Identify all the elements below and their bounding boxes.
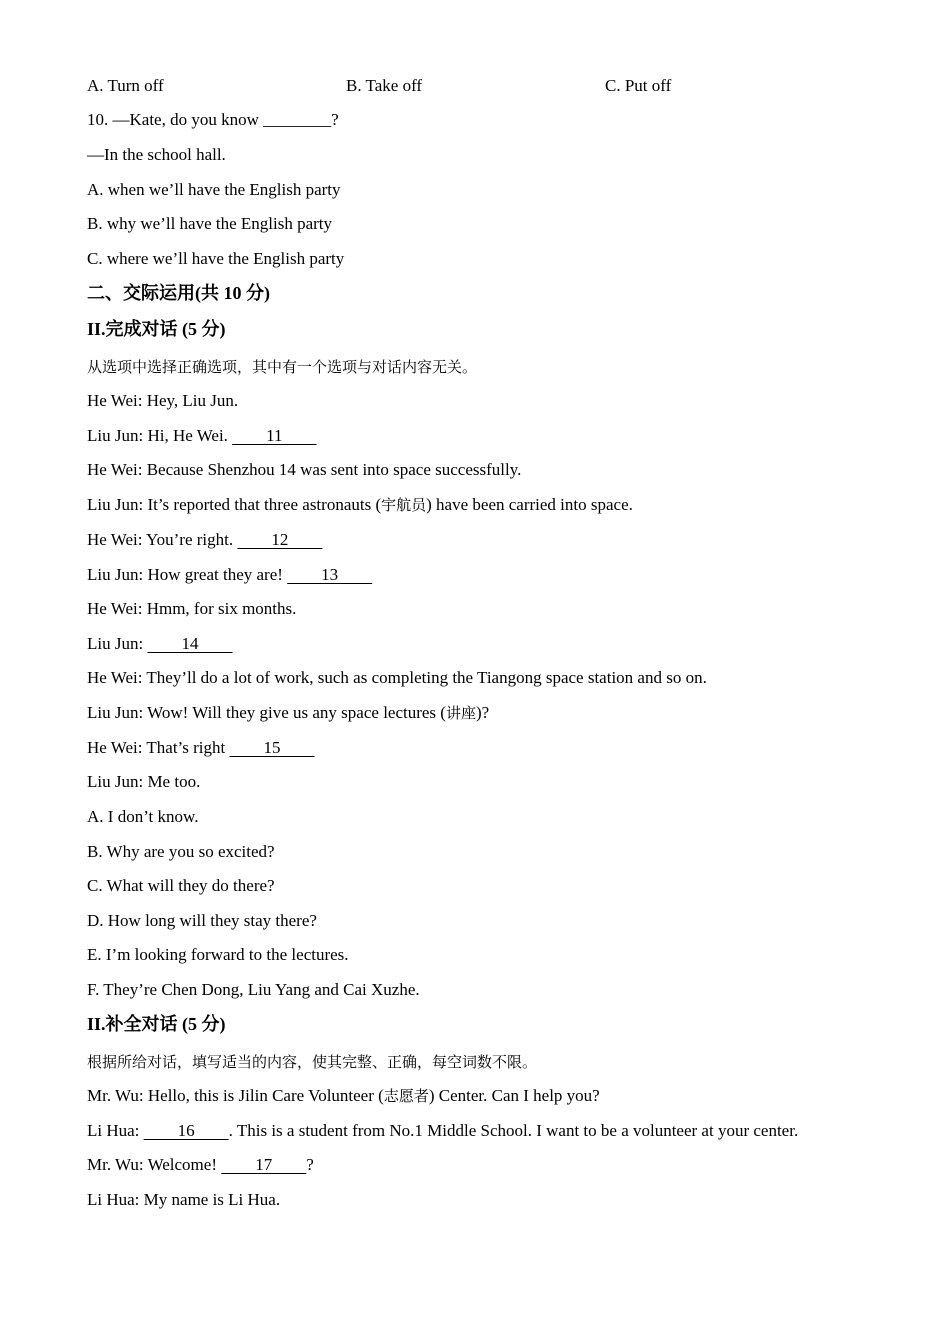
part-1-option-f: F. They’re Chen Dong, Liu Yang and Cai Xuzhe. <box>87 980 420 999</box>
dialogue-1-line-7: He Wei: Hmm, for six months. <box>87 599 297 618</box>
part-2-title: II.补全对话 (5 分) <box>87 1014 226 1034</box>
blank-11: 11 <box>232 426 317 445</box>
dialogue-2-line-4: Li Hua: My name is Li Hua. <box>87 1190 281 1209</box>
q10-option-a: A. when we’ll have the English party <box>87 180 341 199</box>
q9-option-b: B. Take off <box>346 76 423 95</box>
dialogue-1-line-10: Liu Jun: Wow! Will they give us any space lectures (讲座)? <box>87 703 490 722</box>
blank-17: 17 <box>221 1155 307 1174</box>
dialogue-2-line-3: Mr. Wu: Welcome! 17 ? <box>87 1155 314 1174</box>
q10-option-c: C. where we’ll have the English party <box>87 249 345 268</box>
part-1-option-a: A. I don’t know. <box>87 807 199 826</box>
q10-answer-line: —In the school hall. <box>87 145 226 164</box>
dialogue-1-line-6: Liu Jun: How great they are! 13 <box>87 565 373 584</box>
dialogue-1-line-9: He Wei: They’ll do a lot of work, such as completing the Tiangong space station and so on. <box>87 668 707 687</box>
part-1-option-d: D. How long will they stay there? <box>87 911 317 930</box>
part-1-instruction: 从选项中选择正确选项，其中有一个选项与对话内容无关。 <box>87 358 478 376</box>
dialogue-2-line-2: Li Hua: 16 . This is a student from No.1 Middle School. I want to be a volunteer at your center. <box>87 1121 799 1140</box>
part-1-option-e: E. I’m looking forward to the lectures. <box>87 945 349 964</box>
dialogue-1-line-1: He Wei: Hey, Liu Jun. <box>87 391 239 410</box>
dialogue-1-line-4: Liu Jun: It’s reported that three astronauts (宇航员) have been carried into space. <box>87 495 633 514</box>
q10-option-b: B. why we’ll have the English party <box>87 214 333 233</box>
part-1-option-b: B. Why are you so excited? <box>87 842 275 861</box>
dialogue-1-line-12: Liu Jun: Me too. <box>87 772 201 791</box>
blank-12: 12 <box>237 530 323 549</box>
dialogue-1-line-8: Liu Jun: 14 <box>87 634 233 653</box>
section-2-title: 二、交际运用(共 10 分) <box>87 283 270 303</box>
part-1-option-c: C. What will they do there? <box>87 876 275 895</box>
q9-option-a: A. Turn off <box>87 76 164 95</box>
blank-15: 15 <box>229 738 315 757</box>
dialogue-1-line-11: He Wei: That’s right 15 <box>87 738 315 757</box>
q9-option-c: C. Put off <box>605 76 672 95</box>
part-2-instruction: 根据所给对话，填写适当的内容，使其完整、正确，每空词数不限。 <box>87 1053 538 1071</box>
dialogue-1-line-3: He Wei: Because Shenzhou 14 was sent into space successfully. <box>87 460 522 479</box>
blank-14: 14 <box>147 634 233 653</box>
dialogue-2-line-1: Mr. Wu: Hello, this is Jilin Care Volunteer (志愿者) Center. Can I help you? <box>87 1086 600 1105</box>
part-1-title: II.完成对话 (5 分) <box>87 319 226 339</box>
dialogue-1-line-5: He Wei: You’re right. 12 <box>87 530 323 549</box>
blank-13: 13 <box>287 565 373 584</box>
dialogue-1-line-2: Liu Jun: Hi, He Wei. 11 <box>87 426 317 445</box>
q10-stem: 10. —Kate, do you know ________? <box>87 110 339 129</box>
blank-16: 16 <box>143 1121 229 1140</box>
